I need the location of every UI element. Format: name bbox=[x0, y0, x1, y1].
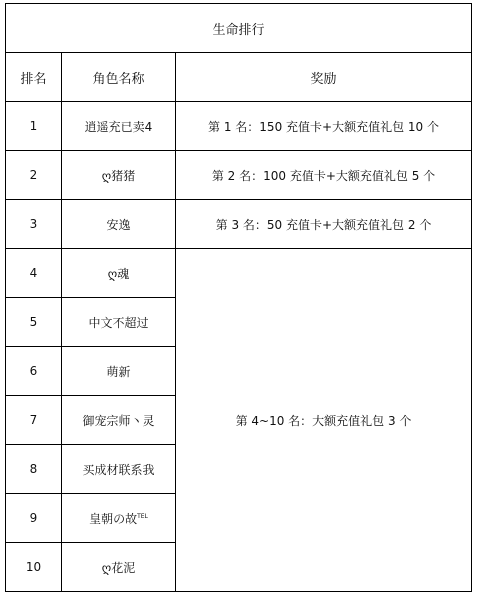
reward-cell-merged: 第 4~10 名：大额充值礼包 3 个 bbox=[176, 249, 472, 592]
table-row bbox=[6, 151, 472, 200]
rank-cell: 3 bbox=[6, 200, 62, 249]
rank-cell: 9 bbox=[6, 494, 62, 543]
name-text: 皇朝の故 bbox=[89, 511, 138, 526]
name-cell: 逍遥充已卖4 bbox=[62, 102, 176, 151]
name-cell: ღ魂 bbox=[62, 249, 176, 298]
rank-cell: 10 bbox=[6, 543, 62, 592]
name-cell: 御宠宗师丶灵 bbox=[62, 396, 176, 445]
rank-cell: 8 bbox=[6, 445, 62, 494]
table-row bbox=[6, 200, 472, 249]
title-row bbox=[6, 4, 472, 53]
ranking-table bbox=[5, 3, 472, 592]
table-title: 生命排行 bbox=[6, 4, 472, 53]
header-rank: 排名 bbox=[6, 53, 62, 102]
name-cell: ღ猪猪 bbox=[62, 151, 176, 200]
name-cell: 买成材联系我 bbox=[62, 445, 176, 494]
reward-cell: 第 2 名：100 充值卡+大额充值礼包 5 个 bbox=[176, 151, 472, 200]
header-reward: 奖励 bbox=[176, 53, 472, 102]
name-cell: 萌新 bbox=[62, 347, 176, 396]
header-row bbox=[6, 53, 472, 102]
name-cell: ღ花泥 bbox=[62, 543, 176, 592]
rank-cell: 7 bbox=[6, 396, 62, 445]
table-row bbox=[6, 249, 472, 298]
rank-cell: 4 bbox=[6, 249, 62, 298]
name-cell: 安逸 bbox=[62, 200, 176, 249]
table-row bbox=[6, 102, 472, 151]
rank-cell: 2 bbox=[6, 151, 62, 200]
name-cell: 中文不超过 bbox=[62, 298, 176, 347]
name-superscript: TEL bbox=[137, 512, 148, 520]
rank-cell: 1 bbox=[6, 102, 62, 151]
header-name: 角色名称 bbox=[62, 53, 176, 102]
rank-cell: 5 bbox=[6, 298, 62, 347]
name-cell bbox=[62, 494, 176, 543]
reward-cell: 第 3 名：50 充值卡+大额充值礼包 2 个 bbox=[176, 200, 472, 249]
rank-cell: 6 bbox=[6, 347, 62, 396]
reward-cell: 第 1 名：150 充值卡+大额充值礼包 10 个 bbox=[176, 102, 472, 151]
